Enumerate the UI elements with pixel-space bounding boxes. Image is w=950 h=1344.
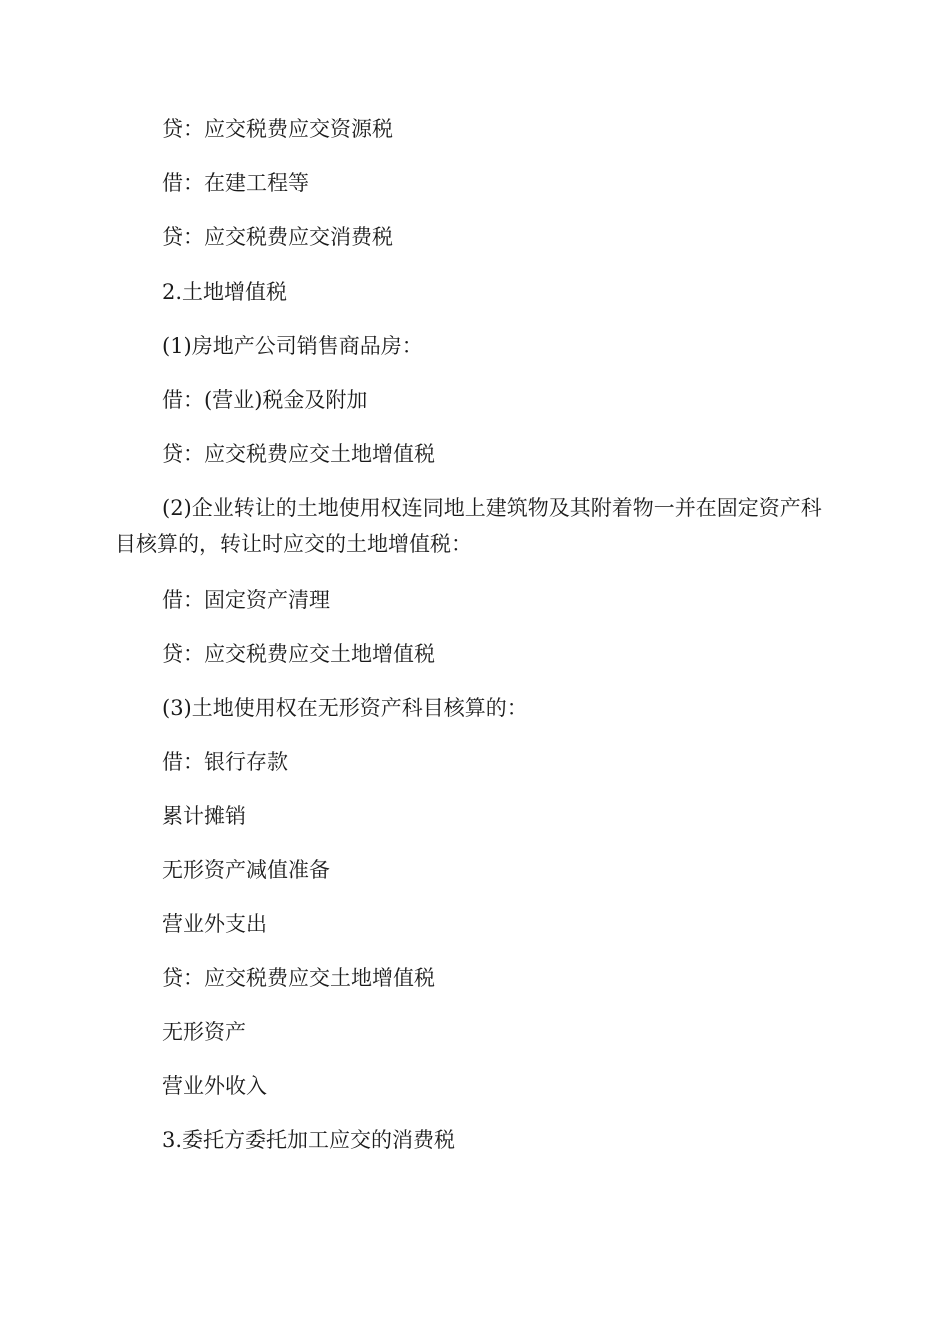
text-line: 借：在建工程等 [162,171,309,195]
text-line: 借：(营业)税金及附加 [162,388,368,412]
text-line: 营业外支出 [162,912,267,936]
text-line: 贷：应交税费应交资源税 [162,117,393,141]
text-line: 贷：应交税费应交土地增值税 [162,966,435,990]
text-line: 借：银行存款 [162,750,288,774]
paragraph: (2)企业转让的土地使用权连同地上建筑物及其附着物一并在固定资产科目核算的，转让时应交的土地增值税： [115,496,822,556]
text-line: 借：固定资产清理 [162,588,330,612]
text-line: 贷：应交税费应交土地增值税 [162,642,435,666]
text-line: 贷：应交税费应交消费税 [162,225,393,249]
text-line: 贷：应交税费应交土地增值税 [162,442,435,466]
text-line: 无形资产减值准备 [162,858,330,882]
text-line: 无形资产 [162,1020,246,1044]
text-line: (3)土地使用权在无形资产科目核算的： [162,696,528,720]
text-line: 营业外收入 [162,1074,267,1098]
section-heading: 3.委托方委托加工应交的消费税 [162,1128,456,1152]
text-line: 累计摊销 [162,804,246,828]
section-heading: 2.土地增值税 [162,280,288,304]
text-line: (1)房地产公司销售商品房： [162,334,423,358]
